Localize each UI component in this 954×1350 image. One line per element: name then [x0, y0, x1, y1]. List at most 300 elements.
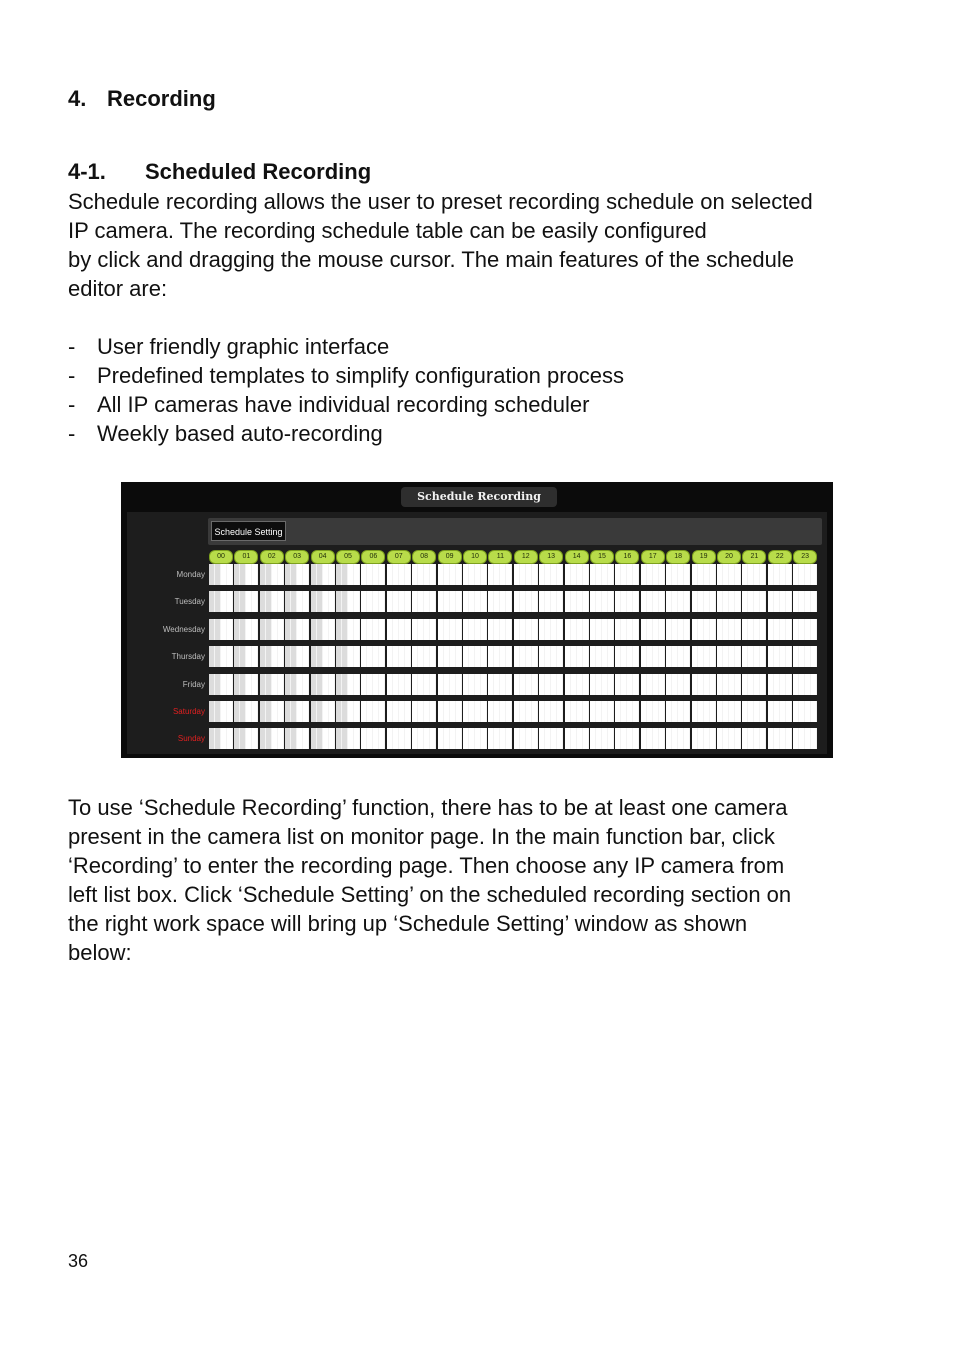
schedule-slot[interactable]: [666, 674, 671, 695]
schedule-slot[interactable]: [379, 564, 384, 585]
schedule-slot[interactable]: [354, 728, 359, 749]
schedule-slot[interactable]: [621, 728, 626, 749]
schedule-slot[interactable]: [336, 674, 341, 695]
schedule-slot[interactable]: [438, 591, 443, 612]
schedule-slot[interactable]: [418, 619, 423, 640]
schedule-slot[interactable]: [571, 591, 576, 612]
schedule-slot[interactable]: [387, 591, 392, 612]
schedule-slot[interactable]: [342, 701, 347, 722]
schedule-slot[interactable]: [760, 646, 765, 667]
schedule-slot[interactable]: [672, 674, 677, 695]
schedule-slot[interactable]: [717, 564, 722, 585]
schedule-slot[interactable]: [399, 728, 404, 749]
schedule-slot[interactable]: [424, 674, 429, 695]
schedule-slot[interactable]: [367, 701, 372, 722]
schedule-slot[interactable]: [514, 728, 519, 749]
schedule-slot[interactable]: [557, 701, 562, 722]
schedule-slot[interactable]: [354, 619, 359, 640]
schedule-slot[interactable]: [323, 564, 328, 585]
schedule-slot[interactable]: [602, 674, 607, 695]
schedule-slot[interactable]: [252, 564, 257, 585]
schedule-slot[interactable]: [811, 674, 816, 695]
hour-tab[interactable]: 12: [514, 550, 538, 564]
schedule-slot[interactable]: [444, 564, 449, 585]
schedule-slot[interactable]: [684, 646, 689, 667]
schedule-slot[interactable]: [227, 564, 232, 585]
schedule-slot[interactable]: [735, 674, 740, 695]
schedule-slot[interactable]: [520, 674, 525, 695]
schedule-slot[interactable]: [520, 646, 525, 667]
schedule-slot[interactable]: [729, 619, 734, 640]
schedule-slot[interactable]: [209, 728, 214, 749]
schedule-slot[interactable]: [456, 646, 461, 667]
schedule-slot[interactable]: [399, 646, 404, 667]
schedule-slot[interactable]: [583, 728, 588, 749]
schedule-slot[interactable]: [500, 674, 505, 695]
schedule-slot[interactable]: [590, 728, 595, 749]
schedule-slot[interactable]: [768, 728, 773, 749]
schedule-slot[interactable]: [393, 728, 398, 749]
schedule-slot[interactable]: [311, 674, 316, 695]
schedule-slot[interactable]: [361, 674, 366, 695]
schedule-slot[interactable]: [551, 701, 556, 722]
schedule-slot[interactable]: [317, 674, 322, 695]
schedule-slot[interactable]: [786, 619, 791, 640]
schedule-slot[interactable]: [532, 646, 537, 667]
schedule-slot[interactable]: [811, 619, 816, 640]
schedule-slot[interactable]: [373, 646, 378, 667]
schedule-slot[interactable]: [379, 728, 384, 749]
schedule-slot[interactable]: [678, 674, 683, 695]
schedule-slot[interactable]: [475, 674, 480, 695]
schedule-slot[interactable]: [768, 701, 773, 722]
schedule-slot[interactable]: [323, 619, 328, 640]
schedule-slot[interactable]: [209, 591, 214, 612]
hour-tab[interactable]: 08: [412, 550, 436, 564]
schedule-slot[interactable]: [373, 564, 378, 585]
schedule-slot[interactable]: [805, 619, 810, 640]
schedule-slot[interactable]: [615, 646, 620, 667]
schedule-slot[interactable]: [387, 646, 392, 667]
schedule-slot[interactable]: [456, 591, 461, 612]
schedule-slot[interactable]: [393, 591, 398, 612]
schedule-slot[interactable]: [342, 564, 347, 585]
schedule-slot[interactable]: [361, 591, 366, 612]
schedule-slot[interactable]: [405, 646, 410, 667]
schedule-slot[interactable]: [373, 674, 378, 695]
schedule-slot[interactable]: [729, 564, 734, 585]
schedule-slot[interactable]: [240, 728, 245, 749]
schedule-slot[interactable]: [430, 619, 435, 640]
schedule-slot[interactable]: [209, 674, 214, 695]
schedule-slot[interactable]: [704, 674, 709, 695]
schedule-slot[interactable]: [565, 591, 570, 612]
schedule-slot[interactable]: [774, 674, 779, 695]
schedule-slot[interactable]: [405, 674, 410, 695]
schedule-slot[interactable]: [336, 619, 341, 640]
schedule-slot[interactable]: [438, 619, 443, 640]
schedule-slot[interactable]: [608, 591, 613, 612]
schedule-slot[interactable]: [379, 701, 384, 722]
schedule-slot[interactable]: [615, 591, 620, 612]
schedule-slot[interactable]: [698, 646, 703, 667]
schedule-slot[interactable]: [444, 591, 449, 612]
schedule-slot[interactable]: [399, 591, 404, 612]
schedule-slot[interactable]: [278, 564, 283, 585]
schedule-slot[interactable]: [748, 564, 753, 585]
schedule-slot[interactable]: [565, 701, 570, 722]
schedule-slot[interactable]: [641, 591, 646, 612]
schedule-slot[interactable]: [698, 591, 703, 612]
schedule-slot[interactable]: [285, 564, 290, 585]
schedule-slot[interactable]: [557, 646, 562, 667]
schedule-slot[interactable]: [506, 619, 511, 640]
schedule-slot[interactable]: [424, 619, 429, 640]
schedule-slot[interactable]: [748, 646, 753, 667]
schedule-slot[interactable]: [735, 619, 740, 640]
schedule-slot[interactable]: [659, 728, 664, 749]
schedule-slot[interactable]: [246, 619, 251, 640]
schedule-slot[interactable]: [234, 674, 239, 695]
schedule-slot[interactable]: [793, 619, 798, 640]
schedule-slot[interactable]: [602, 619, 607, 640]
schedule-slot[interactable]: [475, 564, 480, 585]
schedule-slot[interactable]: [488, 646, 493, 667]
schedule-slot[interactable]: [348, 564, 353, 585]
schedule-slot[interactable]: [774, 728, 779, 749]
schedule-slot[interactable]: [659, 591, 664, 612]
schedule-slot[interactable]: [590, 564, 595, 585]
schedule-slot[interactable]: [266, 646, 271, 667]
schedule-slot[interactable]: [266, 564, 271, 585]
schedule-slot[interactable]: [450, 674, 455, 695]
schedule-slot[interactable]: [291, 674, 296, 695]
schedule-slot[interactable]: [285, 701, 290, 722]
schedule-slot[interactable]: [323, 701, 328, 722]
schedule-slot[interactable]: [704, 646, 709, 667]
schedule-slot[interactable]: [545, 674, 550, 695]
schedule-slot[interactable]: [539, 646, 544, 667]
schedule-slot[interactable]: [444, 728, 449, 749]
schedule-slot[interactable]: [367, 591, 372, 612]
schedule-slot[interactable]: [526, 701, 531, 722]
hour-tab[interactable]: 14: [565, 550, 589, 564]
schedule-slot[interactable]: [577, 674, 582, 695]
schedule-slot[interactable]: [285, 728, 290, 749]
schedule-slot[interactable]: [266, 728, 271, 749]
schedule-slot[interactable]: [450, 646, 455, 667]
schedule-slot[interactable]: [602, 591, 607, 612]
schedule-slot[interactable]: [627, 674, 632, 695]
schedule-slot[interactable]: [354, 674, 359, 695]
schedule-slot[interactable]: [653, 646, 658, 667]
hour-tab[interactable]: 01: [234, 550, 258, 564]
schedule-slot[interactable]: [793, 646, 798, 667]
schedule-slot[interactable]: [735, 646, 740, 667]
schedule-slot[interactable]: [209, 701, 214, 722]
schedule-slot[interactable]: [438, 701, 443, 722]
schedule-slot[interactable]: [240, 564, 245, 585]
schedule-slot[interactable]: [557, 619, 562, 640]
schedule-slot[interactable]: [799, 619, 804, 640]
schedule-slot[interactable]: [266, 674, 271, 695]
schedule-slot[interactable]: [514, 619, 519, 640]
schedule-slot[interactable]: [526, 619, 531, 640]
schedule-slot[interactable]: [227, 728, 232, 749]
schedule-slot[interactable]: [297, 674, 302, 695]
schedule-slot[interactable]: [754, 728, 759, 749]
schedule-slot[interactable]: [463, 674, 468, 695]
schedule-slot[interactable]: [469, 701, 474, 722]
schedule-slot[interactable]: [361, 564, 366, 585]
schedule-slot[interactable]: [329, 564, 334, 585]
schedule-slot[interactable]: [659, 619, 664, 640]
schedule-slot[interactable]: [742, 564, 747, 585]
schedule-slot[interactable]: [494, 564, 499, 585]
schedule-slot[interactable]: [272, 701, 277, 722]
schedule-slot[interactable]: [735, 591, 740, 612]
schedule-slot[interactable]: [469, 564, 474, 585]
schedule-slot[interactable]: [774, 564, 779, 585]
hour-tab[interactable]: 15: [590, 550, 614, 564]
schedule-slot[interactable]: [565, 619, 570, 640]
schedule-slot[interactable]: [723, 728, 728, 749]
schedule-slot[interactable]: [684, 619, 689, 640]
schedule-slot[interactable]: [678, 591, 683, 612]
schedule-slot[interactable]: [379, 674, 384, 695]
schedule-slot[interactable]: [621, 674, 626, 695]
schedule-slot[interactable]: [621, 646, 626, 667]
schedule-slot[interactable]: [506, 674, 511, 695]
schedule-slot[interactable]: [317, 564, 322, 585]
schedule-slot[interactable]: [647, 728, 652, 749]
schedule-slot[interactable]: [672, 646, 677, 667]
schedule-slot[interactable]: [336, 591, 341, 612]
schedule-slot[interactable]: [373, 701, 378, 722]
schedule-slot[interactable]: [678, 701, 683, 722]
schedule-slot[interactable]: [412, 701, 417, 722]
schedule-slot[interactable]: [266, 591, 271, 612]
schedule-slot[interactable]: [311, 701, 316, 722]
schedule-slot[interactable]: [367, 564, 372, 585]
schedule-slot[interactable]: [311, 646, 316, 667]
schedule-slot[interactable]: [234, 728, 239, 749]
schedule-slot[interactable]: [641, 646, 646, 667]
schedule-slot[interactable]: [234, 619, 239, 640]
schedule-slot[interactable]: [710, 564, 715, 585]
schedule-slot[interactable]: [532, 564, 537, 585]
schedule-slot[interactable]: [786, 728, 791, 749]
schedule-slot[interactable]: [361, 701, 366, 722]
schedule-slot[interactable]: [456, 674, 461, 695]
schedule-slot[interactable]: [793, 564, 798, 585]
schedule-slot[interactable]: [641, 564, 646, 585]
schedule-slot[interactable]: [469, 646, 474, 667]
schedule-slot[interactable]: [500, 591, 505, 612]
schedule-slot[interactable]: [633, 701, 638, 722]
schedule-slot[interactable]: [754, 674, 759, 695]
schedule-setting-button[interactable]: Schedule Setting: [211, 521, 286, 541]
schedule-slot[interactable]: [684, 674, 689, 695]
schedule-slot[interactable]: [805, 591, 810, 612]
schedule-slot[interactable]: [240, 674, 245, 695]
schedule-slot[interactable]: [297, 646, 302, 667]
schedule-slot[interactable]: [361, 619, 366, 640]
schedule-slot[interactable]: [768, 619, 773, 640]
schedule-slot[interactable]: [227, 619, 232, 640]
schedule-slot[interactable]: [602, 646, 607, 667]
schedule-slot[interactable]: [412, 674, 417, 695]
schedule-slot[interactable]: [317, 728, 322, 749]
schedule-slot[interactable]: [393, 564, 398, 585]
hour-tab[interactable]: 22: [768, 550, 792, 564]
schedule-slot[interactable]: [633, 728, 638, 749]
schedule-slot[interactable]: [633, 591, 638, 612]
schedule-slot[interactable]: [760, 619, 765, 640]
schedule-slot[interactable]: [412, 646, 417, 667]
schedule-slot[interactable]: [596, 564, 601, 585]
schedule-slot[interactable]: [500, 646, 505, 667]
schedule-slot[interactable]: [456, 564, 461, 585]
schedule-slot[interactable]: [520, 564, 525, 585]
schedule-slot[interactable]: [551, 591, 556, 612]
schedule-slot[interactable]: [615, 674, 620, 695]
hour-tab[interactable]: 13: [539, 550, 563, 564]
schedule-slot[interactable]: [666, 701, 671, 722]
schedule-slot[interactable]: [387, 619, 392, 640]
schedule-slot[interactable]: [285, 674, 290, 695]
schedule-slot[interactable]: [506, 728, 511, 749]
schedule-slot[interactable]: [329, 619, 334, 640]
schedule-slot[interactable]: [768, 564, 773, 585]
schedule-slot[interactable]: [463, 564, 468, 585]
schedule-slot[interactable]: [430, 564, 435, 585]
schedule-slot[interactable]: [424, 728, 429, 749]
schedule-slot[interactable]: [246, 564, 251, 585]
schedule-slot[interactable]: [557, 591, 562, 612]
schedule-slot[interactable]: [405, 701, 410, 722]
schedule-slot[interactable]: [704, 619, 709, 640]
schedule-slot[interactable]: [399, 619, 404, 640]
schedule-slot[interactable]: [723, 564, 728, 585]
schedule-slot[interactable]: [786, 701, 791, 722]
schedule-slot[interactable]: [774, 619, 779, 640]
schedule-slot[interactable]: [514, 591, 519, 612]
schedule-slot[interactable]: [684, 564, 689, 585]
schedule-slot[interactable]: [291, 701, 296, 722]
schedule-slot[interactable]: [723, 674, 728, 695]
schedule-slot[interactable]: [488, 728, 493, 749]
hour-tab[interactable]: 00: [209, 550, 233, 564]
hour-tab[interactable]: 05: [336, 550, 360, 564]
schedule-slot[interactable]: [272, 728, 277, 749]
schedule-slot[interactable]: [430, 591, 435, 612]
schedule-slot[interactable]: [754, 564, 759, 585]
schedule-slot[interactable]: [234, 564, 239, 585]
schedule-slot[interactable]: [608, 701, 613, 722]
schedule-slot[interactable]: [647, 564, 652, 585]
schedule-slot[interactable]: [692, 591, 697, 612]
schedule-slot[interactable]: [577, 591, 582, 612]
schedule-slot[interactable]: [659, 646, 664, 667]
schedule-slot[interactable]: [393, 646, 398, 667]
hour-tab[interactable]: 04: [311, 550, 335, 564]
schedule-slot[interactable]: [723, 646, 728, 667]
schedule-slot[interactable]: [481, 674, 486, 695]
schedule-slot[interactable]: [768, 591, 773, 612]
schedule-slot[interactable]: [692, 701, 697, 722]
schedule-slot[interactable]: [348, 619, 353, 640]
schedule-slot[interactable]: [272, 591, 277, 612]
schedule-slot[interactable]: [571, 728, 576, 749]
schedule-slot[interactable]: [481, 564, 486, 585]
schedule-slot[interactable]: [621, 564, 626, 585]
schedule-slot[interactable]: [418, 591, 423, 612]
schedule-slot[interactable]: [596, 619, 601, 640]
schedule-slot[interactable]: [602, 701, 607, 722]
schedule-slot[interactable]: [494, 674, 499, 695]
schedule-slot[interactable]: [379, 646, 384, 667]
schedule-slot[interactable]: [303, 674, 308, 695]
schedule-slot[interactable]: [608, 674, 613, 695]
schedule-slot[interactable]: [545, 564, 550, 585]
schedule-slot[interactable]: [342, 619, 347, 640]
schedule-slot[interactable]: [545, 646, 550, 667]
schedule-slot[interactable]: [811, 564, 816, 585]
schedule-slot[interactable]: [742, 674, 747, 695]
schedule-slot[interactable]: [641, 674, 646, 695]
schedule-slot[interactable]: [621, 591, 626, 612]
schedule-slot[interactable]: [526, 591, 531, 612]
schedule-slot[interactable]: [520, 728, 525, 749]
schedule-slot[interactable]: [704, 564, 709, 585]
hour-tab[interactable]: 19: [692, 550, 716, 564]
schedule-slot[interactable]: [342, 674, 347, 695]
schedule-slot[interactable]: [260, 701, 265, 722]
schedule-slot[interactable]: [545, 728, 550, 749]
schedule-slot[interactable]: [583, 619, 588, 640]
schedule-slot[interactable]: [729, 701, 734, 722]
schedule-slot[interactable]: [793, 591, 798, 612]
schedule-slot[interactable]: [469, 674, 474, 695]
schedule-slot[interactable]: [596, 701, 601, 722]
schedule-slot[interactable]: [469, 619, 474, 640]
schedule-slot[interactable]: [571, 564, 576, 585]
schedule-slot[interactable]: [602, 564, 607, 585]
schedule-slot[interactable]: [520, 591, 525, 612]
schedule-slot[interactable]: [272, 646, 277, 667]
schedule-slot[interactable]: [780, 591, 785, 612]
schedule-slot[interactable]: [684, 701, 689, 722]
schedule-slot[interactable]: [565, 728, 570, 749]
schedule-slot[interactable]: [424, 646, 429, 667]
schedule-slot[interactable]: [539, 674, 544, 695]
schedule-slot[interactable]: [805, 728, 810, 749]
schedule-slot[interactable]: [583, 646, 588, 667]
schedule-slot[interactable]: [246, 728, 251, 749]
schedule-slot[interactable]: [463, 728, 468, 749]
schedule-slot[interactable]: [666, 591, 671, 612]
schedule-slot[interactable]: [748, 701, 753, 722]
schedule-slot[interactable]: [742, 646, 747, 667]
hour-tab[interactable]: 07: [387, 550, 411, 564]
schedule-slot[interactable]: [647, 646, 652, 667]
schedule-slot[interactable]: [811, 701, 816, 722]
schedule-slot[interactable]: [438, 728, 443, 749]
schedule-slot[interactable]: [215, 591, 220, 612]
schedule-slot[interactable]: [252, 674, 257, 695]
schedule-slot[interactable]: [303, 564, 308, 585]
